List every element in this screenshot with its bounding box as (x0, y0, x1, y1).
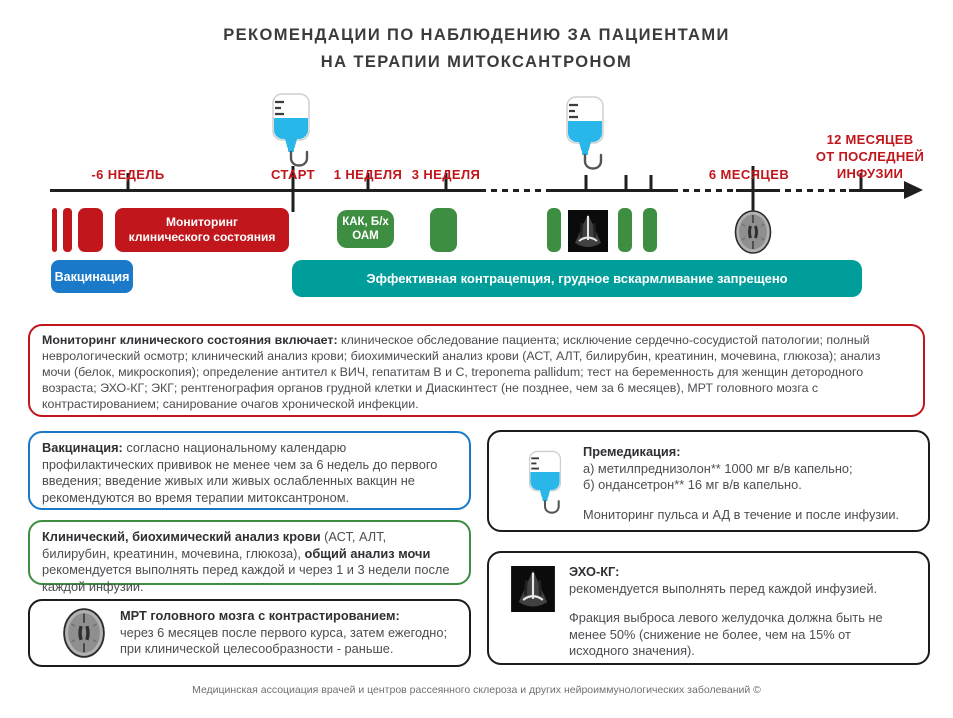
timeline-label-12months-line3: ИНФУЗИИ (836, 166, 904, 181)
monitoring-band-line2: клинического состояния (128, 230, 276, 244)
echo-note-para: Фракция выброса левого желудочка должна быть не менее 50% (снижение не более, чем на 15% от исходного значения). (569, 610, 883, 658)
blood-analysis-note (28, 520, 471, 594)
timeline-label-minus6: -6 НЕДЕЛЬ (91, 167, 165, 182)
brain-mri-icon (734, 210, 772, 254)
timeline-label-week3: 3 НЕДЕЛЯ (411, 167, 481, 182)
vaccination-band-label: Вакцинация (54, 269, 130, 284)
timeline-axis-solid (736, 189, 774, 192)
footer-credit: Медицинская ассоциация врачей и центров рассеянного склероза и других нейроиммунологических заболеваний © (192, 684, 761, 696)
timeline-axis-solid (849, 189, 907, 192)
mri-note-title: МРТ головного мозга с контрастированием: (120, 608, 400, 624)
premedication-note-line-b: б) ондансетрон** 16 мг в/в капельно. (583, 477, 802, 492)
contraception-band (292, 260, 862, 297)
red-interval-bar (78, 208, 103, 252)
timeline-label-12months (798, 131, 942, 182)
timeline-arrow-icon (904, 181, 923, 199)
monitoring-note-text: клиническое обследование пациента; исключение сердечно-сосудистой патологии; полный неврологический осмотр; клинический анализ крови; биохимический анализ крови (АСТ, АЛТ, билирубин, креатинин, мочевина, глюкоза); анализ мочи (белок, микроскопия); определение антител к ВИЧ, гепатитам В и С, treponema pallidum; тест на беременность для женщин детородного возраста; ЭХО-КГ; ЭКГ; рентгенография органов грудной клетки и Диаскинтест (не позднее, чем за 6 месяцев), МРТ головного мозга с контрастированием; санирование очагов хронической инфекции. (42, 333, 881, 411)
blood-analysis-note-text1: (АСТ, АЛТ, билирубин, креатинин, мочевина, глюкоза), (42, 529, 387, 561)
vaccination-note (28, 431, 471, 510)
green-interval-bar (618, 208, 632, 252)
mri-note-line2: при клинической целесообразности - раньше. (120, 641, 394, 657)
iv-bag-icon (521, 449, 569, 519)
timeline-tick (585, 175, 588, 191)
mri-note-body (120, 608, 447, 658)
green-interval-bar (547, 208, 561, 252)
iv-bag-icon (263, 92, 319, 172)
echo-ultrasound-icon (568, 210, 608, 252)
premedication-note-monitoring: Мониторинг пульса и АД в течение и после инфузии. (583, 506, 900, 522)
timeline-axis-dashed (480, 189, 552, 192)
premedication-note-title: Премедикация: (583, 444, 681, 459)
blood-analysis-note-bold2: общий анализ мочи (304, 545, 431, 561)
red-interval-bar (52, 208, 57, 252)
echo-ultrasound-icon (511, 566, 555, 612)
monitoring-band-line1: Мониторинг (166, 215, 238, 229)
monitoring-band (115, 208, 289, 252)
mri-note (28, 599, 471, 667)
brain-mri-icon (62, 608, 106, 658)
iv-bag-icon (557, 95, 613, 175)
timeline-label-month6: 6 МЕСЯЦЕВ (708, 167, 790, 182)
timeline-axis-dashed (774, 189, 849, 192)
kak-band-line2: ОАМ (352, 230, 379, 242)
green-interval-bar (430, 208, 457, 252)
spacer (583, 494, 899, 507)
echo-note (487, 551, 930, 665)
timeline-axis-solid (50, 189, 480, 192)
vaccination-band (51, 260, 133, 293)
red-interval-bar (63, 208, 72, 252)
timeline-axis-solid (552, 189, 672, 192)
timeline-label-12months-line1: 12 МЕСЯЦЕВ (826, 132, 914, 147)
vaccination-note-title: Вакцинация: (42, 440, 123, 455)
echo-note-title: ЭХО-КГ: (569, 564, 620, 579)
premedication-note-body (583, 444, 899, 523)
page-title-line1: РЕКОМЕНДАЦИИ ПО НАБЛЮДЕНИЮ ЗА ПАЦИЕНТАМИ (223, 26, 730, 44)
timeline-tick (650, 175, 653, 191)
vaccination-note-text: согласно национальному календарю профилактических прививок не менее чем за 6 недель до первого введения; введение живых или живых ослабленных вакцин не рекомендуются во время терапии митоксантроном. (42, 440, 438, 505)
mri-note-line1: через 6 месяцев после первого курса, затем ежегодно; (120, 624, 448, 640)
timeline-label-week1: 1 НЕДЕЛЯ (333, 167, 403, 182)
monitoring-note-title: Мониторинг клинического состояния включает: (42, 333, 338, 347)
kak-band (337, 210, 394, 248)
timeline-label-12months-line2: ОТ ПОСЛЕДНЕЙ (815, 149, 925, 164)
premedication-note-line-a: а) метилпреднизолон** 1000 мг в/в капельно; (583, 460, 853, 476)
timeline-label-start: СТАРТ (270, 167, 316, 182)
spacer (569, 597, 909, 610)
echo-note-line1: рекомендуется выполнять перед каждой инфузией. (569, 580, 878, 596)
timeline-axis-dashed (672, 189, 736, 192)
blood-analysis-note-text2: рекомендуется выполнять перед каждой и через 1 и 3 недели после каждой инфузии. (42, 562, 450, 594)
green-interval-bar (643, 208, 657, 252)
timeline-tick (625, 175, 628, 191)
premedication-note (487, 430, 930, 532)
page-title-line2: НА ТЕРАПИИ МИТОКСАНТРОНОМ (320, 53, 633, 71)
monitoring-note (28, 324, 925, 417)
blood-analysis-note-bold1: Клинический, биохимический анализ крови (42, 529, 321, 544)
echo-note-body (569, 564, 909, 660)
page-title (0, 22, 953, 76)
contraception-band-label: Эффективная контрацепция, грудное вскармливание запрещено (366, 271, 788, 286)
kak-band-line1: КАК, Б/х (342, 216, 389, 228)
